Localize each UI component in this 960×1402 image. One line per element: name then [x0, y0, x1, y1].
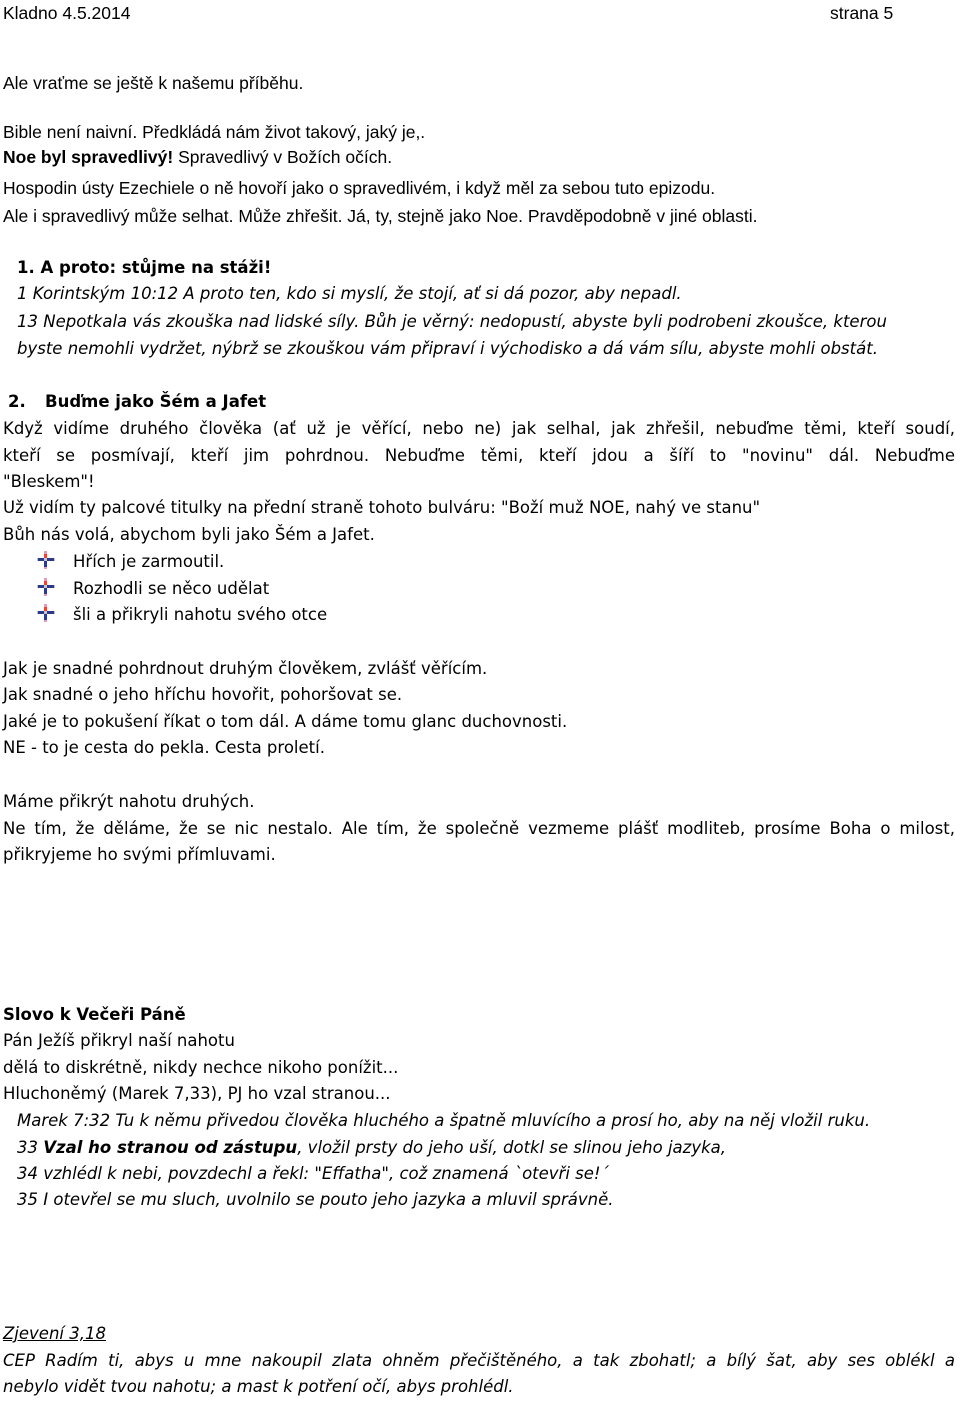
zjeveni-reference: Zjevení 3,18	[3, 1324, 106, 1343]
paragraph-line: NE - to je cesta do pekla. Cesta proletí.	[3, 738, 325, 757]
bible-verse: nebylo vidět tvou nahotu; a mast k potření očí, abys prohlédl.	[3, 1377, 514, 1396]
bible-verse: Marek 7:32 Tu k němu přivedou člověka hluchého a špatně mluvícího a prosí ho, aby na něj vložil ruku.	[17, 1111, 871, 1130]
paragraph-line: Jak je snadné pohrdnout druhým člověkem, zvlášť věřícím.	[3, 659, 488, 678]
paragraph-line: přikryjeme ho svými přímluvami.	[3, 845, 276, 864]
bible-verse: 13 Nepotkala vás zkouška nad lidské síly. Bůh je věrný: nedopustí, abyste byli podrobeni zkoušce, kterou	[17, 312, 887, 331]
verse-number: 33	[17, 1138, 44, 1157]
paragraph-line: "Bleskem"!	[3, 472, 95, 491]
section-1-heading: 1. A proto: stůjme na stáži!	[17, 258, 272, 277]
bullet-item: Hřích je zarmoutil.	[73, 552, 225, 571]
paragraph-line: Ale i spravedlivý může selhat. Může zhřešit. Já, ty, stejně jako Noe. Pravděpodobně v jiné oblasti.	[3, 206, 758, 226]
cross-bullet-icon	[36, 603, 56, 623]
header-page-number: strana 5	[830, 3, 894, 23]
slovo-heading: Slovo k Večeři Páně	[3, 1005, 186, 1024]
paragraph-line: Hluchoněmý (Marek 7,33), PJ ho vzal stranou...	[3, 1084, 391, 1103]
paragraph-line: Když vidíme druhého člověka (ať už je věřící, nebo ne) jak selhal, jak zhřešil, nebuďme těmi, kteří soudí,	[3, 419, 955, 438]
paragraph-line: Pán Ježíš přikryl naší nahotu	[3, 1031, 235, 1050]
section-2-number: 2.	[8, 392, 26, 411]
bible-verse: CEP Radím ti, abys u mne nakoupil zlata ohněm přečištěného, a tak zbohatl; a bílý šat, aby ses oblékl a	[3, 1351, 955, 1370]
paragraph-line: Jak snadné o jeho hříchu hovořit, pohoršovat se.	[3, 685, 403, 704]
cross-bullet-icon	[36, 577, 56, 597]
bible-verse: 35 I otevřel se mu sluch, uvolnilo se pouto jeho jazyka a mluvil správně.	[17, 1190, 614, 1209]
paragraph-line: dělá to diskrétně, nikdy nechce nikoho ponížit...	[3, 1058, 399, 1077]
paragraph-line: kteří se posmívají, kteří jim pohrdnou. Nebuďme těmi, kteří jdou a šíří to "novinu" dál. Nebuďme	[3, 446, 955, 465]
bold-verse-text: Vzal ho stranou od zástupu	[43, 1138, 298, 1157]
bible-verse: 34 vzhlédl k nebi, povzdechl a řekl: "Effatha", což znamená `otevři se!´	[17, 1164, 609, 1183]
paragraph-line: Ne tím, že děláme, že se nic nestalo. Ale tím, že společně vezmeme plášť modliteb, prosíme Boha o milost,	[3, 819, 955, 838]
text-span: Spravedlivý v Božích očích.	[173, 147, 393, 167]
section-2-heading: Buďme jako Šém a Jafet	[45, 392, 267, 411]
bold-text: Noe byl spravedlivý!	[3, 147, 174, 167]
paragraph-line: Bible není naivní. Předkládá nám život takový, jaký je,.	[3, 122, 426, 142]
bible-verse: byste nemohli vydržet, nýbrž se zkouškou vám připraví i východisko a dá vám sílu, abyste mohli obstát.	[17, 339, 878, 358]
paragraph-line: Bůh nás volá, abychom byli jako Šém a Jafet.	[3, 525, 375, 544]
paragraph-line: Máme přikrýt nahotu druhých.	[3, 792, 255, 811]
paragraph-line: Jaké je to pokušení říkat o tom dál. A dáme tomu glanc duchovnosti.	[3, 712, 568, 731]
intro-line: Ale vraťme se ještě k našemu příběhu.	[3, 73, 304, 93]
paragraph-line: Už vidím ty palcové titulky na přední straně tohoto bulváru: "Boží muž NOE, nahý ve stanu"	[3, 498, 761, 517]
verse-text: , vložil prsty do jeho uší, dotkl se slinou jeho jazyka,	[297, 1138, 727, 1157]
cross-bullet-icon	[36, 550, 56, 570]
bible-verse: 1 Korintským 10:12 A proto ten, kdo si myslí, že stojí, ať si dá pozor, aby nepadl.	[17, 284, 682, 303]
header-date: Kladno 4.5.2014	[3, 3, 131, 23]
bible-verse	[17, 1137, 726, 1159]
paragraph-line	[3, 146, 392, 168]
paragraph-line: Hospodin ústy Ezechiele o ně hovoří jako o spravedlivém, i když měl za sebou tuto epizodu.	[3, 178, 716, 198]
bullet-item: Rozhodli se něco udělat	[73, 579, 270, 598]
bullet-item: šli a přikryli nahotu svého otce	[73, 605, 328, 624]
